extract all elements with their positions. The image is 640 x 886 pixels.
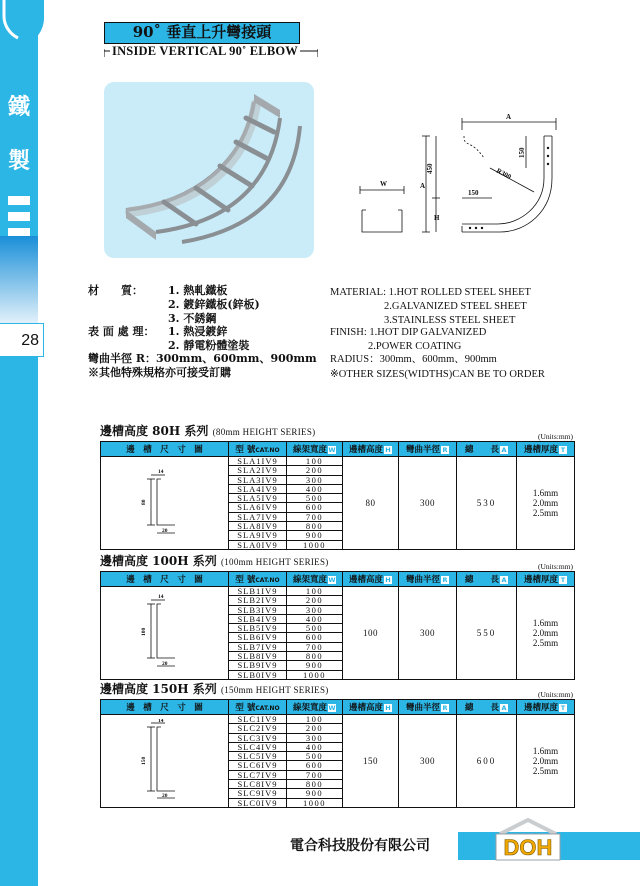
header-length: 總 長 A bbox=[457, 572, 517, 587]
cat-no: SLB0IV9 bbox=[229, 670, 287, 679]
cat-no: SLA0IV9 bbox=[229, 540, 287, 549]
elbow-illustration bbox=[104, 82, 314, 258]
width-value: 100 bbox=[287, 587, 343, 596]
profile-drawing bbox=[101, 715, 229, 808]
width-value: 800 bbox=[287, 522, 343, 531]
width-value: 200 bbox=[287, 724, 343, 733]
cat-no: SLB9IV9 bbox=[229, 661, 287, 670]
width-value: 100 bbox=[287, 457, 343, 466]
width-value: 900 bbox=[287, 789, 343, 798]
cat-no: SLB5IV9 bbox=[229, 624, 287, 633]
header-cat: 型 號CAT.NO bbox=[229, 572, 287, 587]
width-value: 1000 bbox=[287, 670, 343, 679]
sidebar-band bbox=[0, 0, 38, 886]
header-radius: 彎曲半徑 R bbox=[399, 572, 457, 587]
series-table-100h bbox=[100, 571, 575, 680]
width-value: 600 bbox=[287, 633, 343, 642]
spec-material-1: 1. 熱軋鐵板 bbox=[168, 284, 228, 297]
sidebar-char-iron: 鐵 bbox=[7, 95, 30, 120]
channel-profile-icon bbox=[135, 719, 195, 801]
width-value: 300 bbox=[287, 475, 343, 484]
company-name: 電合科技股份有限公司 bbox=[262, 832, 458, 860]
width-value: 800 bbox=[287, 652, 343, 661]
width-value: 600 bbox=[287, 761, 343, 770]
dim-bottom: 20 bbox=[161, 527, 167, 534]
height-value: 150 bbox=[343, 715, 399, 808]
spec-en-material-2: 2.GALVANIZED STEEL SHEET bbox=[384, 301, 527, 312]
length-value: 530 bbox=[457, 457, 517, 550]
length-value: 550 bbox=[457, 587, 517, 680]
width-value: 600 bbox=[287, 503, 343, 512]
header-height: 邊槽高度 H bbox=[343, 572, 399, 587]
width-value: 400 bbox=[287, 742, 343, 751]
spec-en-material-1: MATERIAL: 1.HOT ROLLED STEEL SHEET bbox=[330, 287, 531, 298]
dim-height: 100 bbox=[140, 627, 147, 636]
width-value: 200 bbox=[287, 596, 343, 605]
dim-label-a: A bbox=[506, 113, 512, 121]
header-height: 邊槽高度 H bbox=[343, 700, 399, 715]
cat-no: SLA8IV9 bbox=[229, 522, 287, 531]
length-value: 600 bbox=[457, 715, 517, 808]
dim-450: 450 bbox=[426, 163, 434, 174]
sidebar-char-made: 製 bbox=[7, 149, 30, 174]
width-value: 500 bbox=[287, 494, 343, 503]
spec-en-note: ※OTHER SIZES(WIDTHS)CAN BE TO ORDER bbox=[330, 369, 545, 380]
spec-en-finish-1: FINISH: 1.HOT DIP GALVANIZED bbox=[330, 327, 487, 338]
page-subtitle: INSIDE VERTICAL 90˚ ELBOW bbox=[112, 44, 298, 58]
company-logo bbox=[492, 818, 564, 862]
product-photo bbox=[104, 82, 314, 258]
header-drawing: 邊 槽 尺 寸 圖 bbox=[101, 572, 229, 587]
sidebar-bar bbox=[8, 212, 30, 221]
header-width: 線架寬度W bbox=[287, 700, 343, 715]
width-value: 400 bbox=[287, 484, 343, 493]
cat-no: SLC7IV9 bbox=[229, 770, 287, 779]
header-length: 總 長 A bbox=[457, 442, 517, 457]
series-title: 邊槽高度 80H 系列 (80mm HEIGHT SERIES) bbox=[100, 424, 316, 438]
width-value: 1000 bbox=[287, 798, 343, 807]
cat-no: SLC0IV9 bbox=[229, 798, 287, 807]
cat-no: SLA4IV9 bbox=[229, 484, 287, 493]
cat-no: SLB3IV9 bbox=[229, 605, 287, 614]
cat-no: SLA7IV9 bbox=[229, 512, 287, 521]
cat-no: SLA3IV9 bbox=[229, 475, 287, 484]
profile-drawing bbox=[101, 587, 229, 680]
header-drawing: 邊 槽 尺 寸 圖 bbox=[101, 442, 229, 457]
dim-label-a-vertical: A bbox=[420, 182, 426, 190]
header-radius: 彎曲半徑 R bbox=[399, 442, 457, 457]
page-title: 90˚ 垂直上升彎接頭 bbox=[104, 22, 300, 44]
sidebar-gradient bbox=[0, 236, 38, 336]
radius-value: 300 bbox=[399, 587, 457, 680]
header-width: 線架寬度W bbox=[287, 572, 343, 587]
series-table-80h bbox=[100, 441, 575, 550]
cat-no: SLA9IV9 bbox=[229, 531, 287, 540]
dim-150-left: 150 bbox=[468, 189, 479, 197]
channel-profile-icon bbox=[135, 465, 195, 539]
header-radius: 彎曲半徑 R bbox=[399, 700, 457, 715]
dim-top: 14 bbox=[157, 468, 163, 475]
cat-no: SLB8IV9 bbox=[229, 652, 287, 661]
header-width: 線架寬度W bbox=[287, 442, 343, 457]
width-value: 400 bbox=[287, 614, 343, 623]
cat-no: SLB1IV9 bbox=[229, 587, 287, 596]
series-table-150h bbox=[100, 699, 575, 808]
width-value: 800 bbox=[287, 780, 343, 789]
radius-value: 300 bbox=[399, 457, 457, 550]
series-title: 邊槽高度 100H 系列 (100mm HEIGHT SERIES) bbox=[100, 554, 329, 568]
cat-no: SLC1IV9 bbox=[229, 715, 287, 724]
series-title: 邊槽高度 150H 系列 (150mm HEIGHT SERIES) bbox=[100, 682, 329, 696]
wrench-icon bbox=[0, 0, 66, 70]
header-cat: 型 號CAT.NO bbox=[229, 442, 287, 457]
width-value: 300 bbox=[287, 605, 343, 614]
cat-no: SLA2IV9 bbox=[229, 466, 287, 475]
dim-top: 14 bbox=[157, 593, 163, 600]
spec-en-finish-2: 2.POWER COATING bbox=[368, 341, 462, 352]
spec-finish-2: 2. 靜電粉體塗裝 bbox=[168, 339, 250, 352]
header-thickness: 邊槽厚度 T bbox=[517, 572, 575, 587]
cat-no: SLC8IV9 bbox=[229, 780, 287, 789]
cat-no: SLA6IV9 bbox=[229, 503, 287, 512]
units-label: (Units:mm) bbox=[538, 562, 573, 571]
sidebar-bar bbox=[8, 196, 30, 205]
width-value: 900 bbox=[287, 661, 343, 670]
cat-no: SLA1IV9 bbox=[229, 457, 287, 466]
height-value: 100 bbox=[343, 587, 399, 680]
header-drawing: 邊 槽 尺 寸 圖 bbox=[101, 700, 229, 715]
dimension-drawing bbox=[340, 108, 580, 258]
cat-no: SLC9IV9 bbox=[229, 789, 287, 798]
header-cat: 型 號CAT.NO bbox=[229, 700, 287, 715]
channel-profile-icon bbox=[135, 592, 195, 672]
cat-no: SLB2IV9 bbox=[229, 596, 287, 605]
spec-material-3: 3. 不銹鋼 bbox=[168, 312, 217, 325]
page-number: 28 bbox=[0, 323, 44, 357]
width-value: 300 bbox=[287, 733, 343, 742]
dim-height: 80 bbox=[140, 499, 147, 505]
cat-no: SLB4IV9 bbox=[229, 614, 287, 623]
dim-top: 14 bbox=[157, 718, 163, 724]
width-value: 200 bbox=[287, 466, 343, 475]
thickness-values: 1.6mm 2.0mm 2.5mm bbox=[517, 715, 575, 808]
svg-text:DOH: DOH bbox=[503, 835, 553, 860]
width-value: 700 bbox=[287, 512, 343, 521]
header-length: 總 長 A bbox=[457, 700, 517, 715]
profile-drawing bbox=[101, 457, 229, 550]
header-height: 邊槽高度 H bbox=[343, 442, 399, 457]
width-value: 100 bbox=[287, 715, 343, 724]
header-thickness: 邊槽厚度 T bbox=[517, 700, 575, 715]
width-value: 500 bbox=[287, 752, 343, 761]
dim-radius: R300 bbox=[495, 166, 513, 182]
header-thickness: 邊槽厚度 T bbox=[517, 442, 575, 457]
cat-no: SLC2IV9 bbox=[229, 724, 287, 733]
dim-bottom: 20 bbox=[161, 792, 167, 799]
cat-no: SLC5IV9 bbox=[229, 752, 287, 761]
radius-value: 300 bbox=[399, 715, 457, 808]
cat-no: SLB6IV9 bbox=[229, 633, 287, 642]
cat-no: SLA5IV9 bbox=[229, 494, 287, 503]
cat-no: SLC3IV9 bbox=[229, 733, 287, 742]
cat-no: SLC4IV9 bbox=[229, 742, 287, 751]
width-value: 700 bbox=[287, 770, 343, 779]
spec-en-radius: RADIUS：300mm、600mm、900mm bbox=[330, 354, 497, 365]
cat-no: SLB7IV9 bbox=[229, 642, 287, 651]
dim-150-top: 150 bbox=[518, 147, 526, 158]
height-value: 80 bbox=[343, 457, 399, 550]
dim-label-w: W bbox=[380, 180, 387, 188]
spec-material-label: 材 質： bbox=[88, 284, 143, 297]
cat-no: SLC6IV9 bbox=[229, 761, 287, 770]
units-label: (Units:mm) bbox=[538, 690, 573, 699]
dim-label-h: H bbox=[434, 214, 440, 222]
thickness-values: 1.6mm 2.0mm 2.5mm bbox=[517, 587, 575, 680]
spec-note: ※其他特殊規格亦可接受訂購 bbox=[88, 366, 231, 379]
spec-finish-label: 表 面 處 理： bbox=[88, 325, 155, 338]
spec-radius: 彎曲半徑 R：300mm、600mm、900mm bbox=[88, 352, 317, 365]
width-value: 1000 bbox=[287, 540, 343, 549]
spec-material-2: 2. 鍍鋅鐵板(鋅板) bbox=[168, 298, 260, 311]
spec-finish-1: 1. 熱浸鍍鋅 bbox=[168, 325, 228, 338]
units-label: (Units:mm) bbox=[538, 432, 573, 441]
width-value: 900 bbox=[287, 531, 343, 540]
dim-height: 150 bbox=[140, 756, 147, 765]
width-value: 500 bbox=[287, 624, 343, 633]
dim-bottom: 20 bbox=[161, 660, 167, 667]
spec-en-material-3: 3.STAINLESS STEEL SHEET bbox=[384, 315, 516, 326]
width-value: 700 bbox=[287, 642, 343, 651]
thickness-values: 1.6mm 2.0mm 2.5mm bbox=[517, 457, 575, 550]
